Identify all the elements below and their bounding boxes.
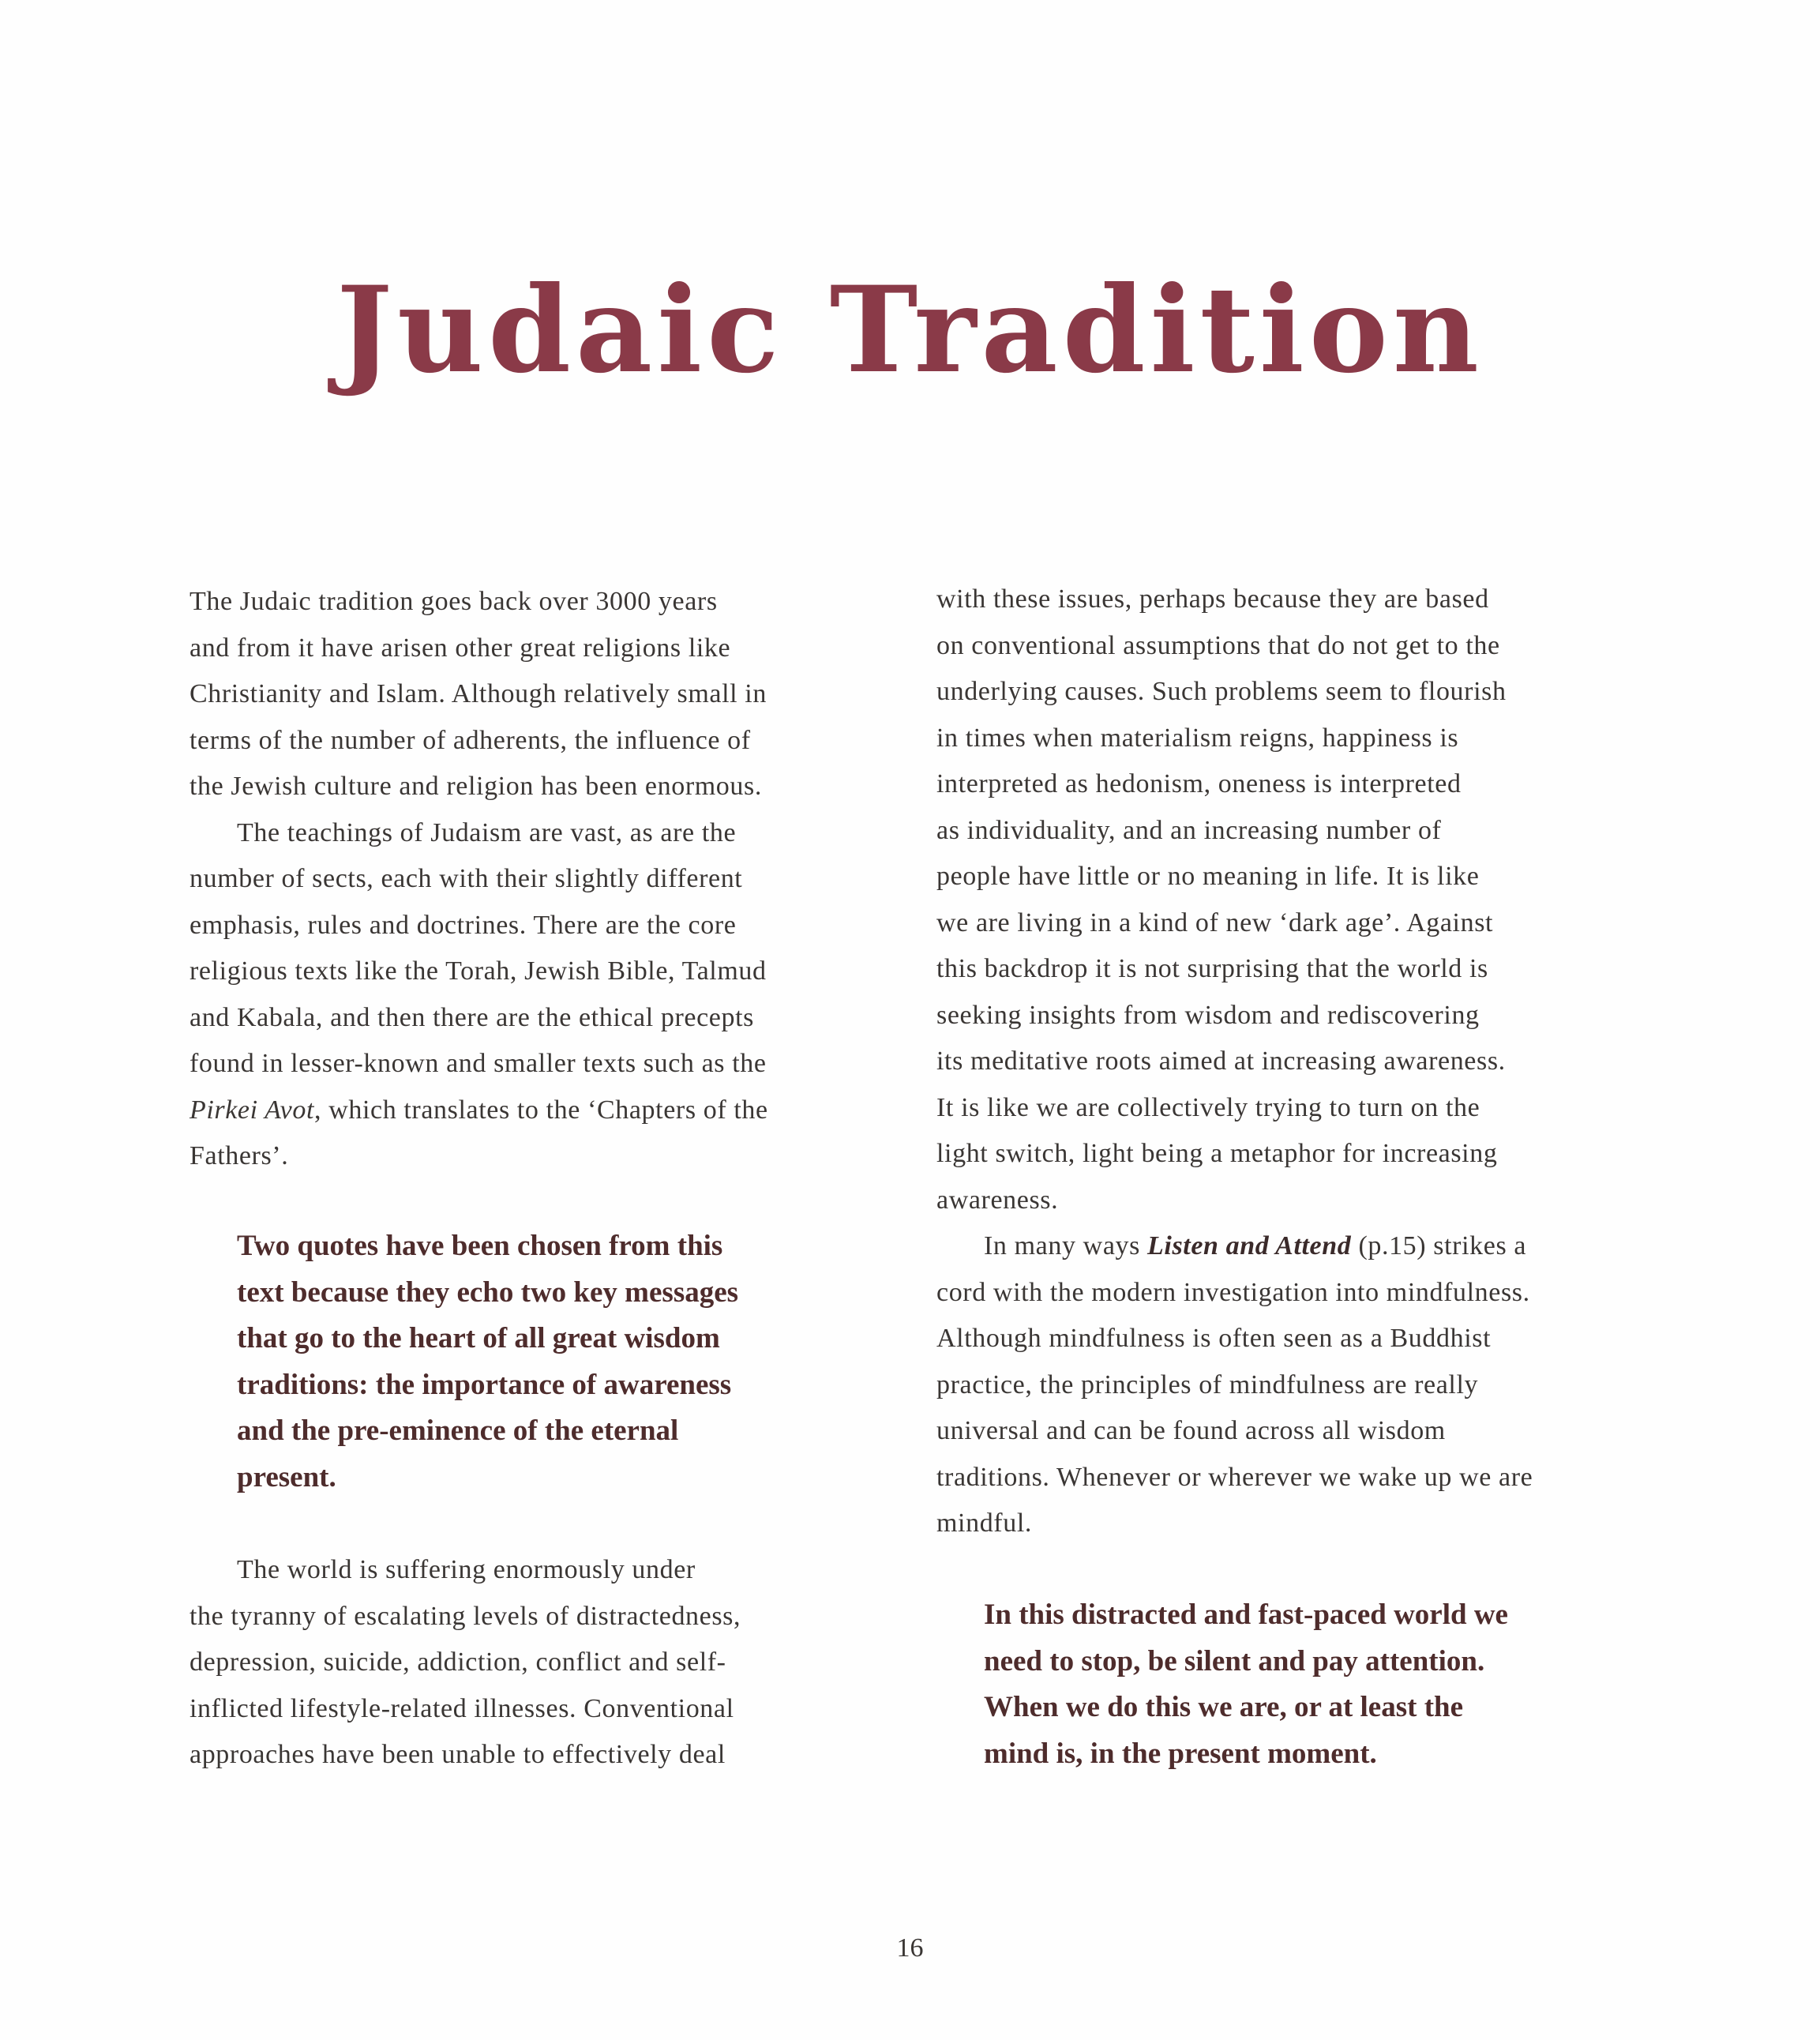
text-line: practice, the principles of mindfulness are really xyxy=(936,1369,1479,1399)
text-line: religious texts like the Torah, Jewish Bible, Talmud xyxy=(190,956,767,986)
text-line: interpreted as hedonism, oneness is interpreted xyxy=(936,769,1462,798)
text-line: universal and can be found across all wisdom xyxy=(936,1416,1446,1445)
text-line: people have little or no meaning in life. It is like xyxy=(936,862,1480,891)
page-title: Judaic Tradition xyxy=(336,261,1484,400)
text-line: the Jewish culture and religion has been enormous. xyxy=(190,772,762,801)
text-line: The world is suffering enormously under xyxy=(237,1555,696,1584)
text-line: mindful. xyxy=(936,1508,1032,1538)
text-line: underlying causes. Such problems seem to flourish xyxy=(936,677,1507,706)
text-line: terms of the number of adherents, the influence of xyxy=(190,725,751,755)
text-line: on conventional assumptions that do not get to the xyxy=(936,630,1500,660)
right-paragraph-1 xyxy=(936,577,1533,1547)
text-line: as individuality, and an increasing number of xyxy=(936,815,1442,845)
text-line: with these issues, perhaps because they are based xyxy=(936,584,1489,614)
text-line: The teachings of Judaism are vast, as are the xyxy=(237,817,737,847)
quote-line: mind is, in the present moment. xyxy=(984,1737,1377,1770)
quote-line: Two quotes have been chosen from this xyxy=(237,1230,723,1262)
quote-line: that go to the heart of all great wisdom xyxy=(237,1322,720,1354)
quote-line: present. xyxy=(237,1460,336,1493)
pull-quote-right xyxy=(984,1592,1508,1777)
pull-quote-left xyxy=(237,1223,738,1501)
text-line: and from it have arisen other great religions like xyxy=(190,633,731,663)
text-line: found in lesser-known and smaller texts such as the xyxy=(190,1049,767,1078)
page-number: 16 xyxy=(896,1933,924,1963)
text-line: seeking insights from wisdom and rediscovering xyxy=(936,1000,1480,1030)
text-fragment: , which translates to the ‘Chapters of the xyxy=(314,1095,768,1125)
quote-line: and the pre-eminence of the eternal xyxy=(237,1414,679,1447)
text-line: emphasis, rules and doctrines. There are the core xyxy=(190,910,737,940)
text-line: Christianity and Islam. Although relatively small in xyxy=(190,679,767,708)
text-line: It is like we are collectively trying to turn on the xyxy=(936,1092,1480,1122)
text-line: light switch, light being a metaphor for increasing xyxy=(936,1139,1498,1168)
text-line: traditions. Whenever or wherever we wake up we are xyxy=(936,1462,1533,1492)
quote-line: When we do this we are, or at least the xyxy=(984,1691,1464,1723)
text-fragment: In many ways xyxy=(984,1231,1148,1260)
text-line: number of sects, each with their slightly different xyxy=(190,864,743,893)
text-line: the tyranny of escalating levels of distractedness, xyxy=(190,1601,741,1631)
text-line: The Judaic tradition goes back over 3000 years xyxy=(190,587,718,616)
quote-line: need to stop, be silent and pay attention. xyxy=(984,1644,1485,1677)
text-line xyxy=(190,1088,768,1134)
text-fragment: (p.15) strikes a xyxy=(1351,1231,1527,1260)
left-paragraph-3 xyxy=(190,1547,741,1779)
text-line: and Kabala, and then there are the ethical precepts xyxy=(190,1002,754,1032)
quote-line: text because they echo two key messages xyxy=(237,1275,739,1309)
book-title-pirkei-avot: Pirkei Avot xyxy=(190,1095,314,1125)
text-line: awareness. xyxy=(936,1185,1059,1215)
text-line: this backdrop it is not surprising that the world is xyxy=(936,954,1488,983)
text-line: Although mindfulness is often seen as a Buddhist xyxy=(936,1324,1492,1353)
left-paragraph-1 xyxy=(190,579,768,1180)
text-line: we are living in a kind of new ‘dark age’. Against xyxy=(936,907,1494,937)
text-line: approaches have been unable to effectively deal xyxy=(190,1740,726,1769)
text-line: inflicted lifestyle-related illnesses. Conventional xyxy=(190,1693,734,1723)
text-line: its meditative roots aimed at increasing awareness. xyxy=(936,1046,1506,1076)
book-title-listen-and-attend: Listen and Attend xyxy=(1147,1231,1352,1260)
text-line: cord with the modern investigation into mindfulness. xyxy=(936,1277,1530,1307)
quote-line: In this distracted and fast-paced world we xyxy=(984,1599,1508,1631)
text-line: in times when materialism reigns, happiness is xyxy=(936,723,1459,753)
text-line: depression, suicide, addiction, conflict and self- xyxy=(190,1647,726,1677)
text-line: Fathers’. xyxy=(190,1141,289,1170)
quote-line: traditions: the importance of awareness xyxy=(237,1368,732,1401)
text-line xyxy=(936,1223,1533,1270)
